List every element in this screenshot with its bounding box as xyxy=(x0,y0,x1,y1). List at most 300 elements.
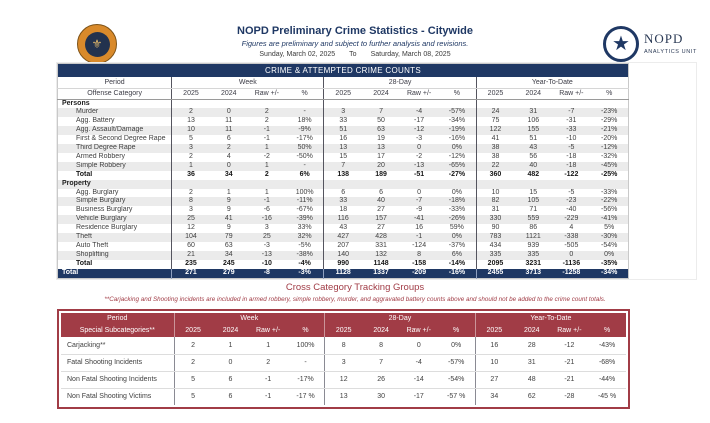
date-connector: To xyxy=(349,51,357,58)
table-row xyxy=(61,371,626,388)
table-row xyxy=(58,108,629,117)
value-cell: 40 xyxy=(377,197,385,205)
crime-counts-body xyxy=(58,99,629,278)
offense-cell: Theft xyxy=(76,233,92,241)
value-cell: -1 xyxy=(265,393,272,401)
value-cell: 63 xyxy=(224,242,233,249)
value-cell: -44% xyxy=(588,371,626,388)
section-label: Property xyxy=(62,179,91,187)
value-cell: -29% xyxy=(601,117,618,125)
star-badge-icon: ★ xyxy=(603,26,639,62)
value-cell: 15 xyxy=(324,153,362,162)
value-cell: -338 xyxy=(564,233,579,241)
value-cell: 207 xyxy=(324,242,362,251)
value-cell: 1 xyxy=(264,188,269,196)
table-row xyxy=(58,206,629,215)
value-cell: 25 xyxy=(262,233,271,241)
value-cell: 559 xyxy=(527,215,540,223)
value-cell: 6 xyxy=(228,393,233,401)
value-cell: 19 xyxy=(377,135,385,143)
value-cell xyxy=(552,99,590,108)
value-cell: 2455 xyxy=(476,269,514,278)
value-cell: 27 xyxy=(475,371,513,388)
value-cell: 15 xyxy=(529,188,538,196)
subcategory-cell: Non Fatal Shooting Incidents xyxy=(61,371,174,388)
value-cell: 48 xyxy=(513,371,551,388)
value-cell: 22 xyxy=(476,162,514,171)
col-ytd-2025: 2025 xyxy=(476,88,514,99)
value-cell: -17 % xyxy=(296,393,315,401)
value-cell: 3 xyxy=(172,206,210,215)
value-cell: 50% xyxy=(297,144,312,152)
value-cell: -4 xyxy=(400,354,438,371)
total-row xyxy=(58,171,629,180)
value-cell: 38 xyxy=(476,144,514,153)
value-cell: -1 xyxy=(249,371,287,388)
value-cell xyxy=(210,180,248,189)
group-28day-header: 28-Day xyxy=(324,77,476,88)
value-cell: -45 % xyxy=(597,393,617,401)
value-cell: 5 xyxy=(172,135,210,144)
value-cell: 155 xyxy=(527,126,540,134)
total-row xyxy=(58,260,629,269)
value-cell: -11% xyxy=(296,197,313,205)
value-cell: -21 xyxy=(551,371,589,388)
value-cell: 34 xyxy=(224,250,233,258)
value-cell: 0 xyxy=(226,161,231,169)
value-cell: 2 xyxy=(174,354,212,371)
value-cell: 27 xyxy=(377,224,385,232)
value-cell: 1337 xyxy=(362,269,400,278)
col-week-raw: Raw +/- xyxy=(248,88,286,99)
value-cell: -41% xyxy=(601,215,618,223)
value-cell: 0 xyxy=(417,144,422,152)
value-cell: -33 xyxy=(566,126,577,134)
grand-total-row xyxy=(58,269,629,278)
tracking-table-container xyxy=(57,309,630,409)
offense-category-header: Offense Category xyxy=(58,88,172,99)
report-subtitle: Figures are preliminary and subject to further analysis and revisions. xyxy=(241,39,469,48)
value-cell: -12 xyxy=(414,126,425,134)
value-cell: -4 xyxy=(415,108,423,116)
total-label: Total xyxy=(76,170,93,178)
value-cell xyxy=(514,180,552,189)
group-header-row xyxy=(58,77,629,88)
value-cell: -18 xyxy=(566,152,577,160)
value-cell: 2 xyxy=(264,108,269,116)
value-cell: -8 xyxy=(248,269,286,278)
value-cell: -2 xyxy=(415,152,423,160)
tcol-ytd-2025: 2025 xyxy=(475,324,513,337)
value-cell: -18 xyxy=(566,161,577,169)
value-cell: 8 xyxy=(362,337,400,354)
value-cell: 1 xyxy=(264,161,269,169)
value-cell: 31 xyxy=(513,354,551,371)
tracking-group-ytd-header: Year-To-Date xyxy=(475,313,626,324)
value-cell: -22% xyxy=(601,197,618,205)
value-cell xyxy=(400,180,438,189)
value-cell: 27 xyxy=(377,206,385,214)
value-cell: -7 xyxy=(568,108,575,116)
value-cell: 245 xyxy=(222,259,235,267)
value-cell: 9 xyxy=(226,206,231,214)
col-ytd-raw: Raw +/- xyxy=(552,88,590,99)
value-cell: -122 xyxy=(564,170,579,178)
value-cell: 8 xyxy=(325,337,363,354)
value-cell: -43% xyxy=(588,337,626,354)
table-row xyxy=(58,144,629,153)
value-cell: 62 xyxy=(527,393,536,401)
col-ytd-pct: % xyxy=(590,88,628,99)
value-cell: -35% xyxy=(601,259,618,267)
value-cell: -3 xyxy=(415,135,423,143)
value-cell: -158 xyxy=(412,259,427,267)
value-cell: 427 xyxy=(324,233,362,242)
value-cell: 7 xyxy=(379,108,383,116)
value-cell: -505 xyxy=(564,242,579,249)
value-cell: 1128 xyxy=(324,269,362,278)
value-cell: 16 xyxy=(475,337,513,354)
value-cell: 2 xyxy=(249,354,287,371)
value-cell: -23 xyxy=(566,197,577,205)
value-cell: -30% xyxy=(601,233,618,241)
value-cell: 1148 xyxy=(373,259,389,267)
value-cell: 6 xyxy=(379,188,383,196)
value-cell: 5 xyxy=(174,388,212,405)
col-ytd-2024: 2024 xyxy=(514,88,552,99)
value-cell: -209 xyxy=(400,269,438,278)
value-cell: 335 xyxy=(476,251,514,260)
value-cell xyxy=(248,180,286,189)
value-cell xyxy=(476,180,514,189)
value-cell: 1 xyxy=(172,162,210,171)
tcol-ytd-raw: Raw +/- xyxy=(551,324,589,337)
value-cell: 8 xyxy=(417,250,422,258)
value-cell: 6 xyxy=(324,189,362,198)
value-cell: -1 xyxy=(415,233,423,241)
offense-cell: Agg. Burglary xyxy=(76,188,119,196)
value-cell: -19% xyxy=(448,126,466,134)
value-cell: -13 xyxy=(261,250,272,258)
value-cell: 21 xyxy=(172,251,210,260)
value-cell: -5 xyxy=(568,144,575,152)
analytics-unit-text xyxy=(644,26,697,55)
value-cell: -17 xyxy=(413,393,424,401)
value-cell: 4 xyxy=(569,224,574,232)
value-cell: 18% xyxy=(297,117,312,125)
value-cell: 13 xyxy=(172,117,210,126)
value-cell: 11 xyxy=(225,126,233,134)
tcol-28day-raw: Raw +/- xyxy=(400,324,438,337)
value-cell: -16% xyxy=(438,269,476,278)
column-header-row xyxy=(58,88,629,99)
value-cell: -13 xyxy=(414,161,425,169)
table-row xyxy=(58,224,629,233)
value-cell: 3 xyxy=(325,354,363,371)
value-cell: -9% xyxy=(298,126,311,134)
value-cell: 428 xyxy=(375,233,387,241)
value-cell: 18 xyxy=(324,206,362,215)
value-cell: 2095 xyxy=(476,260,514,269)
value-cell: 75 xyxy=(476,117,514,126)
value-cell: - xyxy=(287,354,325,371)
table-row xyxy=(58,251,629,260)
col-28day-raw: Raw +/- xyxy=(400,88,438,99)
value-cell: -1136 xyxy=(562,259,581,267)
value-cell: 2 xyxy=(264,117,269,125)
value-cell: 104 xyxy=(172,233,210,242)
value-cell: -40 xyxy=(566,206,577,214)
value-cell: 6 xyxy=(212,371,250,388)
value-cell: 331 xyxy=(375,242,387,249)
value-cell: 56 xyxy=(529,152,538,160)
logo-acronym: NOPD xyxy=(644,31,684,46)
value-cell: -1 xyxy=(263,135,270,143)
value-cell: 7 xyxy=(324,162,362,171)
value-cell: -33% xyxy=(448,206,466,214)
value-cell: 9 xyxy=(226,224,231,232)
value-cell: 6% xyxy=(299,170,310,178)
group-ytd-header: Year-To-Date xyxy=(476,77,628,88)
value-cell: 0% xyxy=(438,337,476,354)
value-cell: 140 xyxy=(324,251,362,260)
value-cell: 434 xyxy=(476,242,514,251)
value-cell xyxy=(590,99,628,108)
value-cell: 16 xyxy=(324,135,362,144)
table-row xyxy=(61,337,626,354)
value-cell: 10 xyxy=(172,126,210,135)
offense-cell: Residence Burglary xyxy=(76,224,138,232)
table-row xyxy=(61,388,626,405)
value-cell: 1121 xyxy=(525,233,541,241)
value-cell: 33 xyxy=(324,117,362,126)
report-title: NOPD Preliminary Crime Statistics - Citywide xyxy=(237,25,473,37)
value-cell: - xyxy=(303,161,306,169)
value-cell: 0% xyxy=(451,144,462,152)
value-cell: - xyxy=(303,108,306,116)
value-cell: -67% xyxy=(296,206,313,214)
group-week-header: Week xyxy=(172,77,324,88)
value-cell: 32% xyxy=(297,233,312,241)
value-cell: 41 xyxy=(224,215,233,223)
value-cell: -31 xyxy=(566,117,577,125)
badge-crest-icon: ⚜ xyxy=(85,32,110,57)
col-28day-2025: 2025 xyxy=(324,88,362,99)
value-cell: 10 xyxy=(476,189,514,198)
date-end[interactable]: Saturday, March 08, 2025 xyxy=(370,51,451,58)
value-cell: 482 xyxy=(527,170,540,178)
value-cell: -57% xyxy=(448,108,466,116)
value-cell xyxy=(324,180,362,189)
value-cell: 100% xyxy=(287,337,325,354)
value-cell: 2 xyxy=(264,170,269,178)
offense-cell: Shoplifting xyxy=(76,250,109,258)
value-cell: 0 xyxy=(212,354,250,371)
value-cell: -56% xyxy=(601,206,618,214)
value-cell xyxy=(476,99,514,108)
value-cell: 31 xyxy=(476,206,514,215)
value-cell: 17 xyxy=(377,152,385,160)
value-cell: -12% xyxy=(601,144,618,152)
value-cell: -65% xyxy=(448,161,466,169)
value-cell: -12 xyxy=(551,337,589,354)
value-cell: 12 xyxy=(172,224,210,233)
value-cell: -16% xyxy=(448,135,466,143)
value-cell: -12% xyxy=(448,152,466,160)
subcategory-cell: Non Fatal Shooting Victims xyxy=(67,393,152,401)
table-row xyxy=(58,242,629,251)
tracking-table xyxy=(61,313,626,405)
col-week-pct: % xyxy=(286,88,324,99)
value-cell xyxy=(438,99,476,108)
section-row xyxy=(58,99,629,108)
value-cell: -34% xyxy=(448,117,466,125)
value-cell: -10 xyxy=(566,135,577,143)
value-cell: -4% xyxy=(298,259,311,267)
table-row xyxy=(58,197,629,206)
value-cell: -57% xyxy=(438,354,476,371)
value-cell: -34% xyxy=(590,269,628,278)
value-cell: 10 xyxy=(475,354,513,371)
value-cell: 0% xyxy=(451,233,462,241)
value-cell: 783 xyxy=(476,233,514,242)
value-cell xyxy=(324,99,362,108)
value-cell: 24 xyxy=(476,108,514,117)
value-cell: -18% xyxy=(448,197,466,205)
value-cell xyxy=(286,180,324,189)
value-cell: 40 xyxy=(529,161,538,169)
value-cell: -26% xyxy=(448,215,466,223)
value-cell: -10 xyxy=(261,259,272,267)
table-row xyxy=(58,153,629,162)
value-cell: -14% xyxy=(448,259,466,267)
value-cell: -39% xyxy=(296,215,313,223)
value-cell: -20% xyxy=(601,135,618,143)
value-cell: -32% xyxy=(601,152,618,160)
col-week-2024: 2024 xyxy=(210,88,248,99)
value-cell: 0% xyxy=(604,250,615,258)
table-row xyxy=(58,162,629,171)
value-cell: 31 xyxy=(529,108,538,116)
tcol-week-raw: Raw +/- xyxy=(249,324,287,337)
offense-cell: Vehicle Burglary xyxy=(76,215,127,223)
tracking-period-header: Period xyxy=(61,313,174,324)
value-cell: -21 xyxy=(551,354,589,371)
value-cell: -1258 xyxy=(552,269,590,278)
value-cell: -37% xyxy=(448,242,466,249)
value-cell: 2 xyxy=(226,144,231,152)
value-cell: -16 xyxy=(261,215,272,223)
offense-cell: Agg. Assault/Damage xyxy=(76,126,144,134)
value-cell: -28 xyxy=(564,393,575,401)
tracking-group-28day-header: 28-Day xyxy=(325,313,476,324)
table-caption-row xyxy=(58,64,629,78)
value-cell: -6 xyxy=(263,206,270,214)
value-cell: 189 xyxy=(375,170,387,178)
table-row xyxy=(58,189,629,198)
grand-total-label: Total xyxy=(58,269,172,278)
offense-cell: Simple Robbery xyxy=(76,161,126,169)
table-row xyxy=(58,126,629,135)
value-cell: 122 xyxy=(476,126,514,135)
value-cell xyxy=(552,180,590,189)
value-cell: -17 xyxy=(414,117,425,125)
crime-counts-table xyxy=(57,63,629,279)
value-cell: 116 xyxy=(324,215,362,224)
value-cell: -229 xyxy=(564,215,579,223)
value-cell xyxy=(210,99,248,108)
value-cell: -41 xyxy=(414,215,425,223)
value-cell: 0 xyxy=(226,108,231,116)
tracking-group-header-row xyxy=(61,313,626,324)
value-cell: -27% xyxy=(448,170,466,178)
value-cell: 6% xyxy=(451,250,462,258)
value-cell: -21% xyxy=(601,126,618,134)
value-cell: -45% xyxy=(601,161,618,169)
value-cell: 335 xyxy=(527,250,540,258)
col-week-2025: 2025 xyxy=(172,88,210,99)
value-cell: 4 xyxy=(226,152,231,160)
value-cell: 9 xyxy=(226,197,231,205)
offense-cell: First & Second Degree Rape xyxy=(76,135,166,143)
table-row xyxy=(58,215,629,224)
value-cell: 990 xyxy=(324,260,362,269)
value-cell: -68% xyxy=(588,354,626,371)
value-cell: 33 xyxy=(324,197,362,206)
value-cell: 1 xyxy=(264,144,269,152)
value-cell: -1 xyxy=(263,126,270,134)
crime-counts-container xyxy=(56,62,697,280)
value-cell: -9 xyxy=(415,206,423,214)
value-cell: 13 xyxy=(324,144,362,153)
value-cell: 157 xyxy=(375,215,387,223)
value-cell: 1 xyxy=(249,337,287,354)
value-cell: -33% xyxy=(601,188,618,196)
value-cell: 13 xyxy=(325,388,363,405)
value-cell: 26 xyxy=(362,371,400,388)
value-cell: 0 xyxy=(569,250,574,258)
value-cell: -17% xyxy=(287,371,325,388)
value-cell: 20 xyxy=(377,161,385,169)
value-cell: -124 xyxy=(412,242,427,249)
value-cell: 12 xyxy=(325,371,363,388)
value-cell: -7 xyxy=(415,197,423,205)
analytics-unit-logo xyxy=(603,26,697,62)
value-cell: -54% xyxy=(438,371,476,388)
subcategory-cell: Fatal Shooting Incidents xyxy=(61,354,174,371)
value-cell: 2 xyxy=(172,108,210,117)
value-cell: 82 xyxy=(476,197,514,206)
value-cell: 36 xyxy=(172,171,210,180)
value-cell xyxy=(286,99,324,108)
tracking-table-body xyxy=(61,337,626,405)
value-cell xyxy=(362,99,400,108)
value-cell: 38 xyxy=(476,153,514,162)
table-row xyxy=(61,354,626,371)
value-cell: 33% xyxy=(297,224,312,232)
value-cell: 43 xyxy=(324,224,362,233)
value-cell: -23% xyxy=(601,108,618,116)
value-cell: -5 xyxy=(568,188,575,196)
date-start[interactable]: Sunday, March 02, 2025 xyxy=(259,51,336,58)
value-cell: -3 xyxy=(263,242,270,249)
value-cell: 330 xyxy=(476,215,514,224)
value-cell: 0% xyxy=(451,188,462,196)
value-cell: 100% xyxy=(295,188,314,196)
table-row xyxy=(58,135,629,144)
value-cell: 86 xyxy=(529,224,538,232)
value-cell: 50 xyxy=(377,117,385,125)
